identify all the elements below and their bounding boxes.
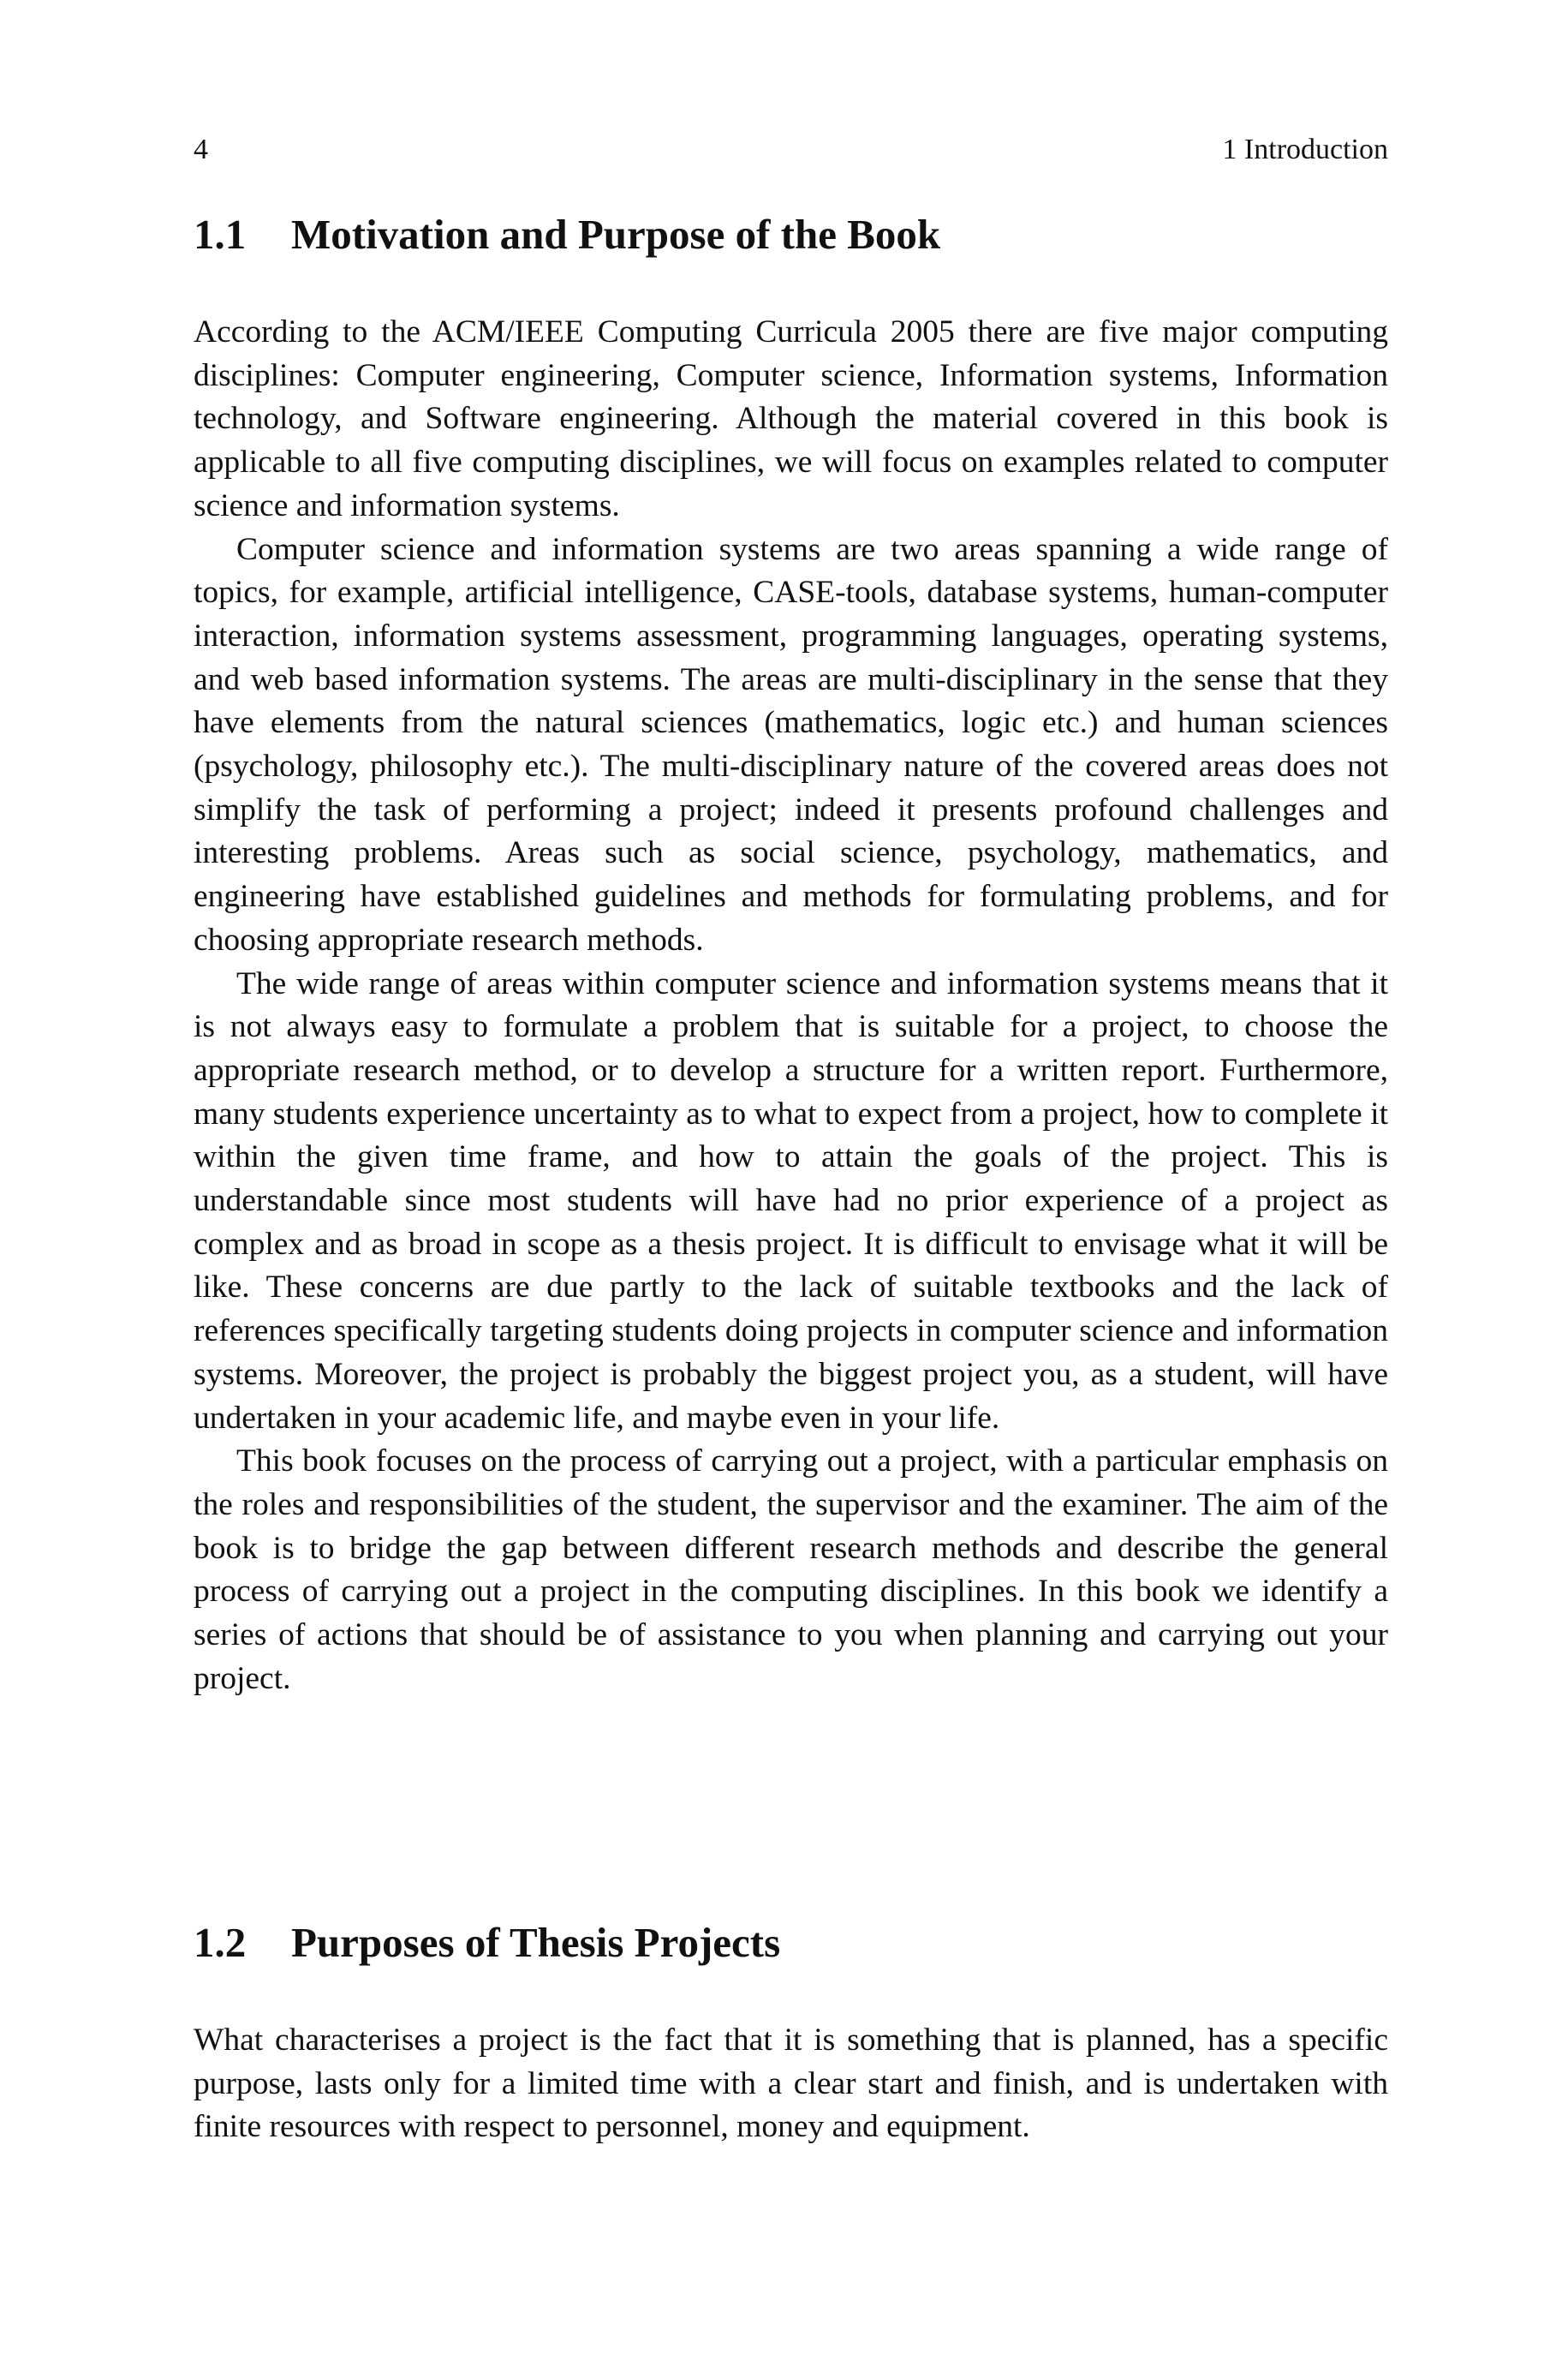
book-page [194, 0, 1388, 2378]
paragraph: This book focuses on the process of carrying out a project, with a particular emphasis on the roles and responsibilities of the student, the supervisor and the examiner. The aim of the book is to bridge the gap between different research methods and describe the general process of carrying out a project in the computing disciplines. In this book we identify a series of actions that should be of assistance to you when planning and carrying out your project. [194, 1443, 1388, 1696]
chapter-title: 1 Introduction [1222, 134, 1388, 165]
section-title: Motivation and Purpose of the Book [291, 211, 941, 258]
paragraph: What characterises a project is the fact that it is something that is planned, has a specific purpose, lasts only for a limited time with a clear start and finish, and is undertaken with finite resources with respect to personnel, money and equipment. [194, 2022, 1388, 2145]
section-title: Purposes of Thesis Projects [291, 1919, 781, 1966]
paragraph: The wide range of areas within computer science and information systems means that it is not always easy to formulate a problem that is suitable for a project, to choose the appropriate research method, or to develop a structure for a written report. Furthermore, many students experience uncertainty as to what to expect from a project, how to complete it within the given time frame, and how to attain the goals of the project. This is understandable since most students will have had no prior experience of a project as complex and as broad in scope as a thesis project. It is difficult to envisage what it will be like. These concerns are due partly to the lack of suitable textbooks and the lack of references specifically targeting students doing projects in computer science and information systems. Moreover, the project is probably the biggest project you, as a student, will have undertaken in your academic life, and maybe even in your life. [194, 965, 1388, 1436]
section-1-2-body [194, 2019, 1388, 2149]
section-1-1-body [194, 311, 1388, 1701]
page-number: 4 [194, 134, 208, 165]
section-number: 1.2 [194, 1919, 247, 1966]
section-heading-1-1 [194, 209, 1388, 260]
running-head [194, 128, 1388, 171]
section-heading-1-2 [194, 1917, 1388, 1969]
paragraph: Computer science and information systems are two areas spanning a wide range of topics, for example, artificial intelligence, CASE-tools, database systems, human-computer interaction, information systems assessment, programming languages, operating systems, and web based information systems. The areas are multi-disciplinary in the sense that they have elements from the natural sciences (mathematics, logic etc.) and human sciences (psychology, philosophy etc.). The multi-disciplinary nature of the covered areas does not simplify the task of performing a project; indeed it presents profound challenges and interesting problems. Areas such as social science, psychology, mathematics, and engineering have established guidelines and methods for formulating problems, and for choosing appropriate research methods. [194, 531, 1388, 958]
section-number: 1.1 [194, 211, 247, 258]
paragraph: According to the ACM/IEEE Computing Curricula 2005 there are five major computing disciplines: Computer engineering, Computer science, Information systems, Information technology, and Software engineering. Although the material covered in this book is applicable to all five computing disciplines, we will focus on examples related to computer science and information systems. [194, 314, 1388, 523]
